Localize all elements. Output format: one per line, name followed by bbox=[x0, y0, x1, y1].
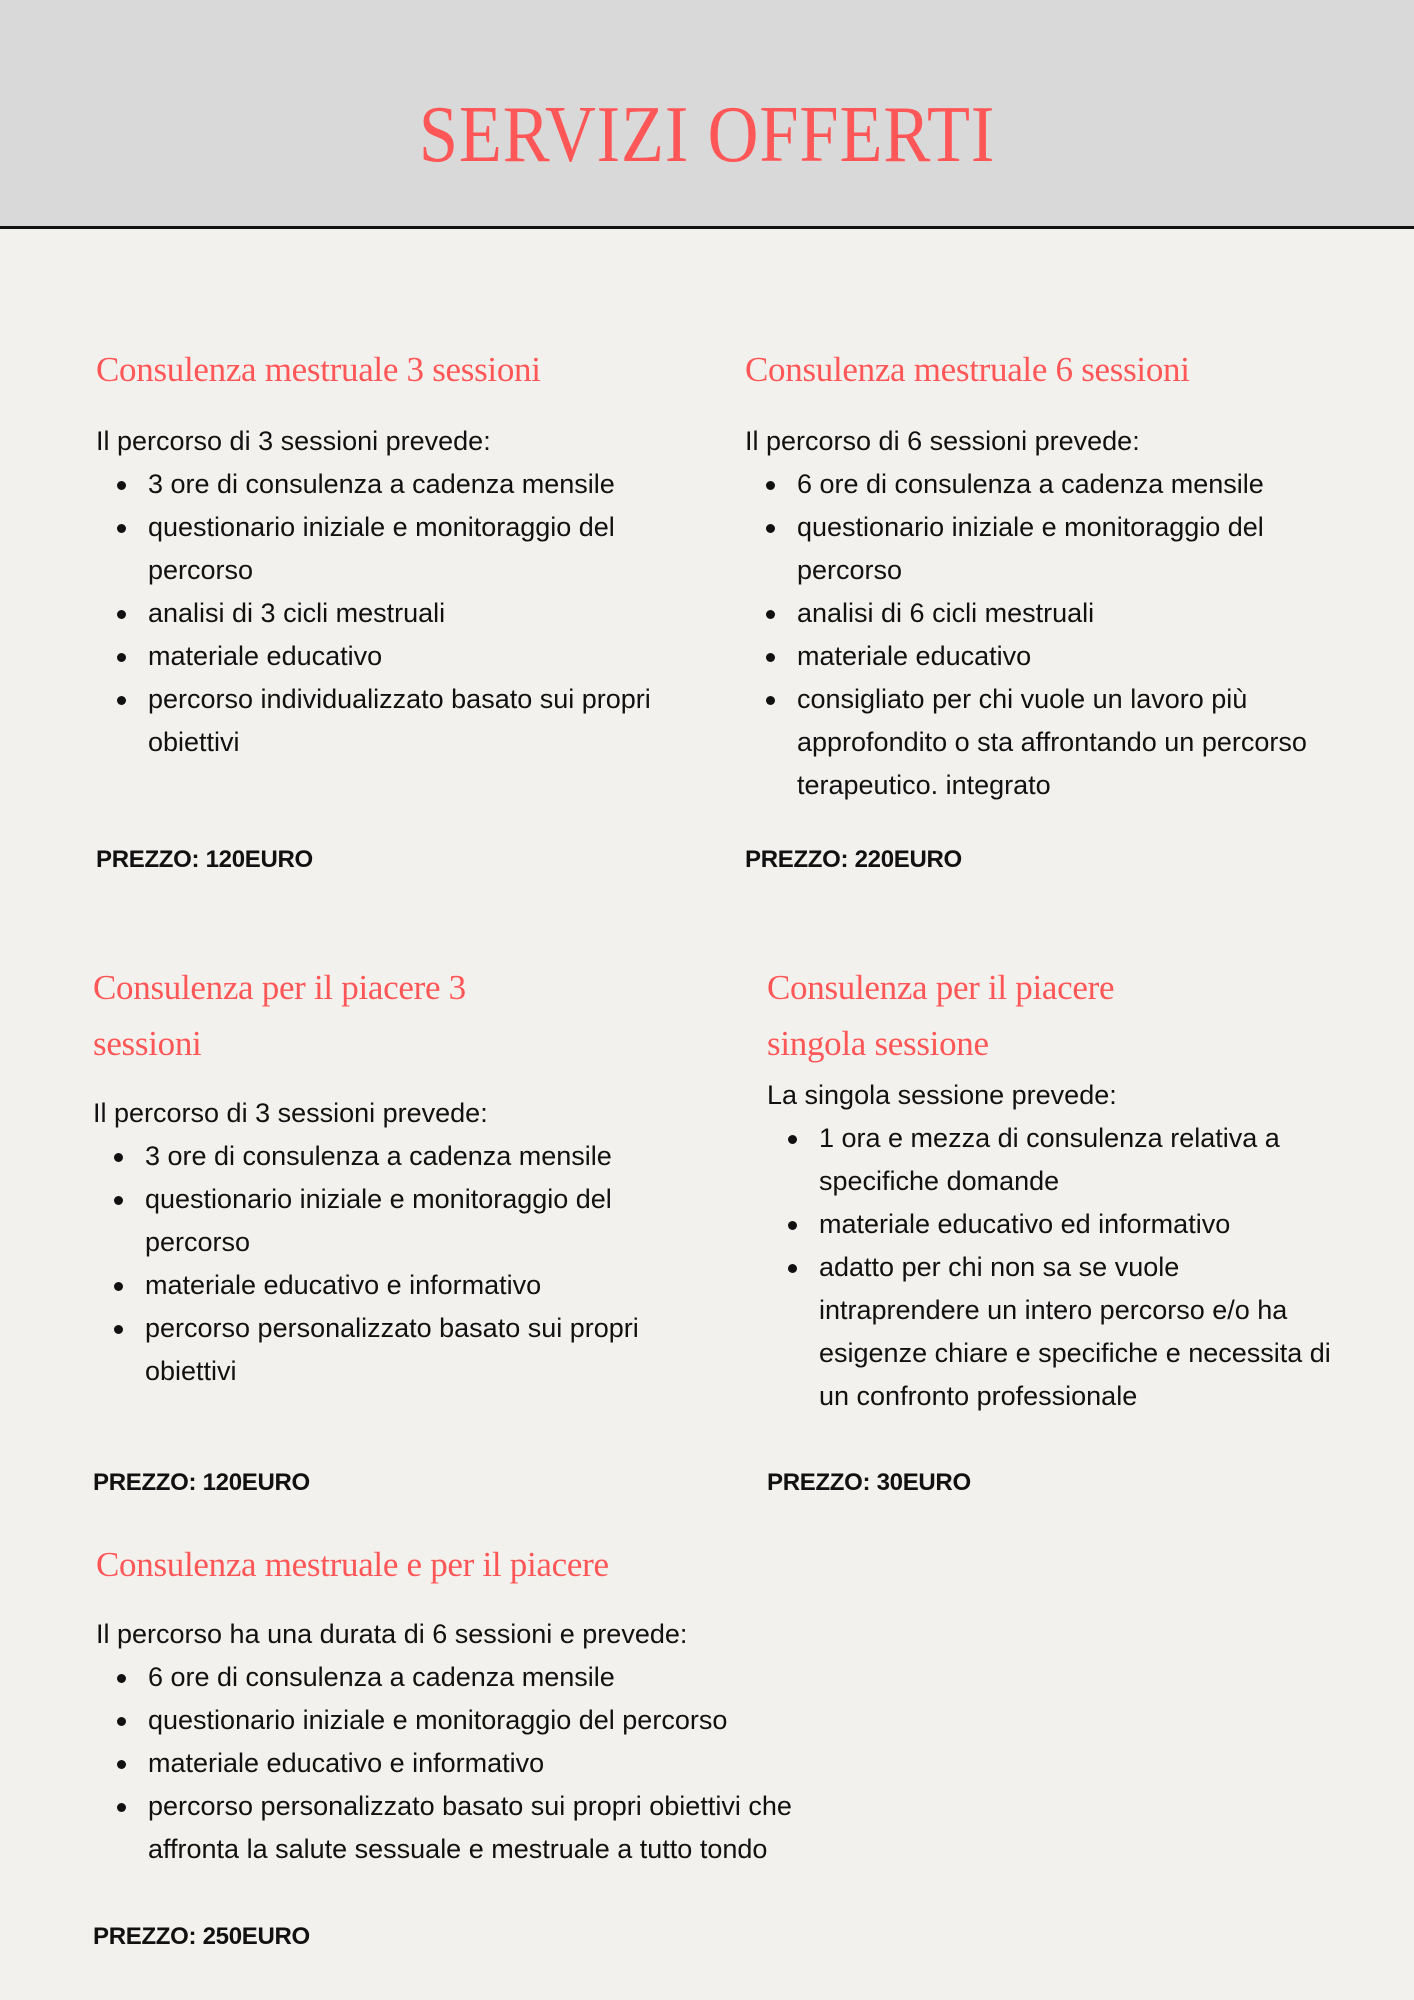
service-card-mestruale-piacere bbox=[96, 1537, 916, 1871]
list-item: materiale educativo bbox=[797, 635, 1365, 678]
service-title: Consulenza mestruale e per il piacere bbox=[96, 1545, 609, 1584]
list-item: 1 ora e mezza di consulenza relativa a specifiche domande bbox=[819, 1117, 1347, 1203]
service-intro: Il percorso di 3 sessioni prevede: bbox=[96, 426, 491, 456]
service-items bbox=[93, 1135, 663, 1393]
list-item: 6 ore di consulenza a cadenza mensile bbox=[797, 463, 1365, 506]
service-intro: Il percorso di 3 sessioni prevede: bbox=[93, 1098, 488, 1128]
list-item: adatto per chi non sa se vuole intraprendere un intero percorso e/o ha esigenze chiare e specifiche e necessita di un confronto professionale bbox=[819, 1246, 1347, 1418]
service-card-mestruale-6 bbox=[745, 342, 1365, 807]
service-price: PREZZO: 220EURO bbox=[745, 846, 962, 873]
list-item: 3 ore di consulenza a cadenza mensile bbox=[148, 463, 656, 506]
list-item: questionario iniziale e monitoraggio del percorso bbox=[148, 506, 656, 592]
service-title: Consulenza mestruale 3 sessioni bbox=[96, 350, 541, 389]
list-item: materiale educativo bbox=[148, 635, 656, 678]
service-card-piacere-singola bbox=[767, 960, 1347, 1418]
list-item: materiale educativo e informativo bbox=[145, 1264, 663, 1307]
page-title: SERVIZI OFFERTI bbox=[418, 91, 996, 179]
list-item: percorso personalizzato basato sui propri obiettivi che affronta la salute sessuale e mestruale a tutto tondo bbox=[148, 1785, 868, 1871]
list-item: consigliato per chi vuole un lavoro più approfondito o sta affrontando un percorso terapeutico. integrato bbox=[797, 678, 1365, 807]
list-item: questionario iniziale e monitoraggio del percorso bbox=[145, 1178, 663, 1264]
service-intro: La singola sessione prevede: bbox=[767, 1080, 1117, 1110]
service-items bbox=[767, 1117, 1347, 1418]
list-item: 3 ore di consulenza a cadenza mensile bbox=[145, 1135, 663, 1178]
service-items bbox=[96, 463, 656, 764]
service-items bbox=[96, 1656, 868, 1871]
list-item: percorso individualizzato basato sui propri obiettivi bbox=[148, 678, 656, 764]
service-intro: Il percorso di 6 sessioni prevede: bbox=[745, 426, 1140, 456]
service-title: Consulenza mestruale 6 sessioni bbox=[745, 350, 1190, 389]
list-item: questionario iniziale e monitoraggio del percorso bbox=[148, 1699, 868, 1742]
service-price: PREZZO: 250EURO bbox=[93, 1923, 310, 1950]
list-item: analisi di 6 cicli mestruali bbox=[797, 592, 1365, 635]
service-items bbox=[745, 463, 1365, 807]
service-price: PREZZO: 30EURO bbox=[767, 1469, 971, 1496]
service-title: Consulenza per il piacere singola sessione bbox=[767, 968, 1115, 1063]
page-header bbox=[0, 0, 1414, 229]
service-intro: Il percorso ha una durata di 6 sessioni e prevede: bbox=[96, 1619, 688, 1649]
list-item: analisi di 3 cicli mestruali bbox=[148, 592, 656, 635]
list-item: questionario iniziale e monitoraggio del percorso bbox=[797, 506, 1365, 592]
list-item: materiale educativo ed informativo bbox=[819, 1203, 1347, 1246]
service-card-mestruale-3 bbox=[96, 342, 656, 764]
service-price: PREZZO: 120EURO bbox=[93, 1469, 310, 1496]
list-item: percorso personalizzato basato sui propri obiettivi bbox=[145, 1307, 663, 1393]
list-item: materiale educativo e informativo bbox=[148, 1742, 868, 1785]
service-title: Consulenza per il piacere 3 sessioni bbox=[93, 968, 466, 1063]
service-price: PREZZO: 120EURO bbox=[96, 846, 313, 873]
service-card-piacere-3 bbox=[93, 960, 663, 1393]
list-item: 6 ore di consulenza a cadenza mensile bbox=[148, 1656, 868, 1699]
